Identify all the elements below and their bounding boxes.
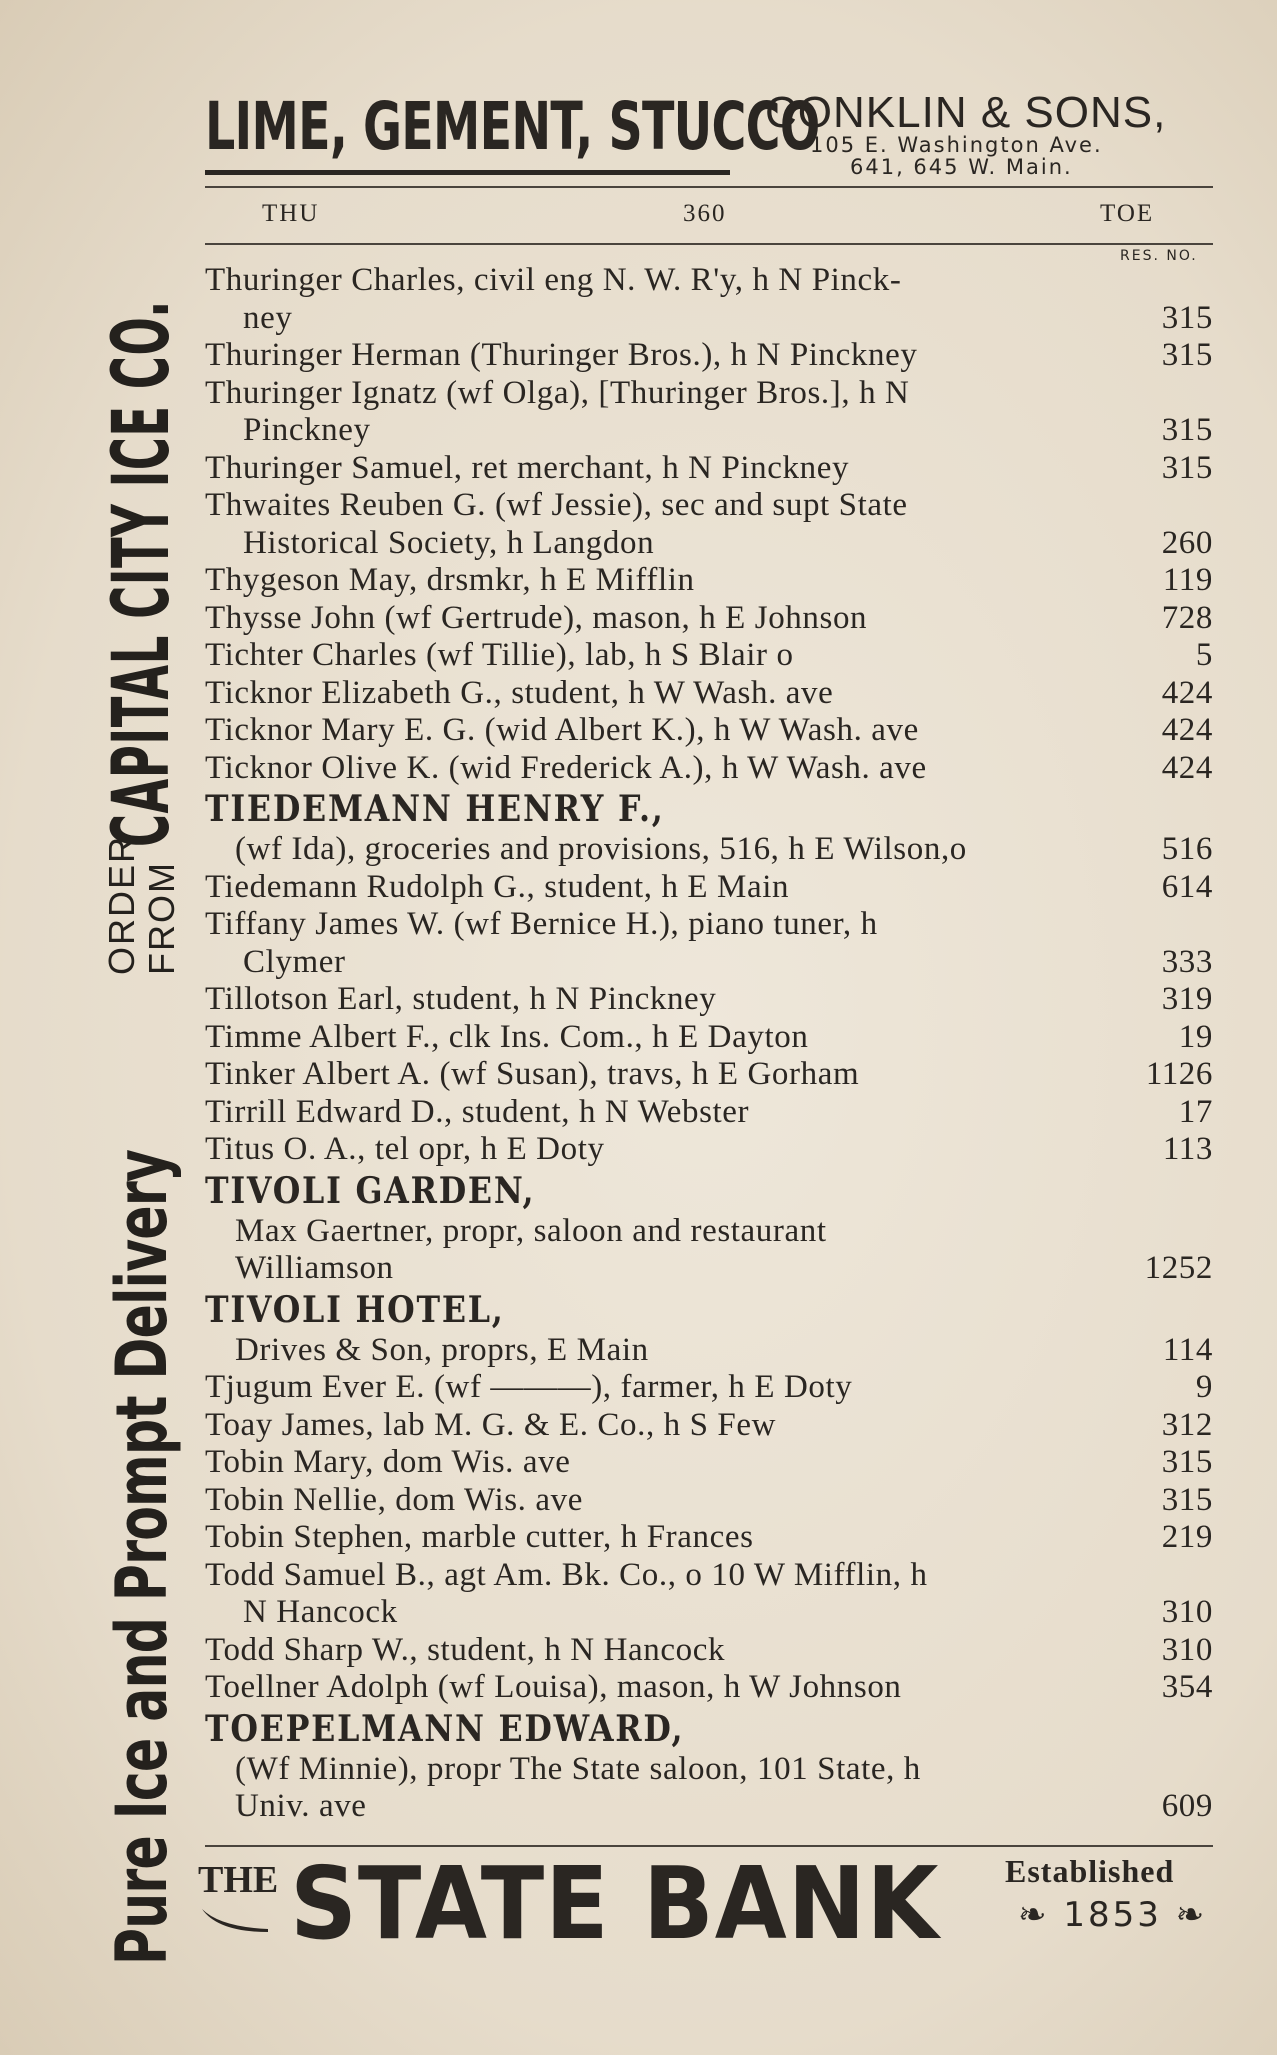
- entry-continuation: Max Gaertner, propr, saloon and restaurant: [235, 1212, 827, 1249]
- directory-entry: [205, 1019, 1213, 1057]
- entry-business-name: TIVOLI GARDEN,: [205, 1169, 536, 1212]
- fleuron-right-icon: ❧: [1175, 1895, 1208, 1935]
- directory-entry: [205, 750, 1213, 788]
- header-address-2: 641, 645 W. Main.: [850, 155, 1073, 179]
- entry-continuation: Drives & Son, proprs, E Main: [235, 1331, 649, 1368]
- directory-entry: [205, 487, 1213, 562]
- directory-entry: [205, 1131, 1213, 1169]
- side-ad-lead: Pure Ice and Prompt Delivery: [101, 1149, 183, 1965]
- swoosh-ornament-icon: [200, 1905, 270, 1935]
- entry-text: Tiffany James W. (wf Bernice H.), piano tuner, h: [205, 906, 878, 942]
- entry-res-number: 119: [1162, 562, 1213, 598]
- entry-res-number: 315: [1161, 449, 1213, 486]
- entry-text: Thuringer Samuel, ret merchant, h N Pinckney: [205, 449, 850, 486]
- entry-res-number: 354: [1161, 1669, 1213, 1705]
- footer-the: THE: [198, 1859, 279, 1901]
- directory-entry: [205, 712, 1213, 750]
- entry-res-number: 315: [1161, 1481, 1213, 1518]
- entry-text: Titus O. A., tel opr, h E Doty: [205, 1131, 605, 1167]
- directory-entry: [205, 1632, 1213, 1670]
- directory-entry: [205, 600, 1213, 638]
- entry-res-number: 315: [1161, 337, 1213, 373]
- directory-entry: [205, 375, 1213, 450]
- directory-entry: [205, 869, 1213, 907]
- entry-res-number: 1126: [1145, 1056, 1213, 1092]
- entry-text: Tobin Nellie, dom Wis. ave: [205, 1481, 583, 1518]
- entry-res-number: 315: [1161, 299, 1213, 336]
- directory-entry: [205, 1169, 1213, 1288]
- entry-res-number: 315: [1161, 1444, 1213, 1480]
- entry-text: Tichter Charles (wf Tillie), lab, h S Blair o: [205, 637, 794, 673]
- entry-continuation: N Hancock: [243, 1594, 398, 1630]
- entry-res-number: 424: [1161, 749, 1213, 786]
- entry-continuation: Historical Society, h Langdon: [243, 524, 655, 561]
- footer-year-value: 1853: [1063, 1895, 1162, 1935]
- running-head-rule: [205, 243, 1213, 245]
- entry-res-number: 113: [1162, 1131, 1213, 1167]
- footer-established: Established: [1005, 1853, 1175, 1889]
- entry-continuation: (wf Ida), groceries and provisions, 516, h E Wilson,o: [235, 831, 967, 867]
- side-ad-company: CAPITAL CITY ICE CO.: [97, 300, 187, 847]
- entry-res-number: 310: [1161, 1594, 1213, 1630]
- running-head-left: THU: [262, 200, 320, 227]
- directory-entry: [205, 562, 1213, 600]
- entry-continuation: Williamson: [235, 1250, 394, 1286]
- entry-res-number: 333: [1161, 943, 1213, 980]
- directory-entry: [205, 906, 1213, 981]
- header-lime-ad: LIME, GEMENT, STUCCO: [205, 88, 820, 165]
- directory-entry: [205, 1669, 1213, 1707]
- fleuron-left-icon: ❧: [1018, 1895, 1050, 1935]
- header-conklin-ad: CONKLIN & SONS,: [765, 88, 1167, 137]
- entry-text: Tobin Mary, dom Wis. ave: [205, 1444, 571, 1480]
- entry-text: Thysse John (wf Gertrude), mason, h E Johnson: [205, 599, 868, 636]
- header-rule: [205, 186, 1213, 188]
- entry-text: Toay James, lab M. G. & E. Co., h S Few: [205, 1406, 777, 1443]
- entry-text: Timme Albert F., clk Ins. Com., h E Dayton: [205, 1018, 809, 1055]
- entry-res-number: 260: [1161, 524, 1213, 561]
- entry-text: Thwaites Reuben G. (wf Jessie), sec and supt State: [205, 487, 908, 523]
- directory-entry: [205, 637, 1213, 675]
- entry-text: Thuringer Herman (Thuringer Bros.), h N Pinckney: [205, 337, 918, 373]
- directory-entry: [205, 1444, 1213, 1482]
- entry-business-name: TOEPELMANN EDWARD,: [205, 1707, 685, 1750]
- directory-entry: [205, 1482, 1213, 1520]
- entry-res-number: 310: [1161, 1631, 1213, 1668]
- directory-entry: [205, 1407, 1213, 1445]
- entry-continuation: Univ. ave: [235, 1788, 367, 1824]
- entry-res-number: 614: [1161, 868, 1213, 905]
- entry-res-number: 424: [1161, 674, 1213, 711]
- entry-business-name: TIEDEMANN HENRY F.,: [205, 788, 665, 830]
- entry-text: Ticknor Olive K. (wid Frederick A.), h W Wash. ave: [205, 749, 927, 786]
- entry-continuation: Pinckney: [243, 412, 371, 448]
- directory-entry: [205, 1094, 1213, 1132]
- directory-entry: [205, 450, 1213, 488]
- entry-text: Thygeson May, drsmkr, h E Mifflin: [205, 562, 695, 598]
- entry-text: Thuringer Charles, civil eng N. W. R'y, h N Pinck-: [205, 262, 902, 298]
- side-ad-order: ORDER: [101, 834, 142, 975]
- directory-entry: [205, 675, 1213, 713]
- side-ad-from: FROM: [141, 861, 182, 975]
- directory-entry: [205, 262, 1213, 337]
- running-head-right: TOE: [1100, 200, 1155, 227]
- directory-entry: [205, 1557, 1213, 1632]
- entry-res-number: 319: [1161, 981, 1213, 1017]
- entry-text: Tobin Stephen, marble cutter, h Frances: [205, 1519, 754, 1555]
- entry-text: Tillotson Earl, student, h N Pinckney: [205, 981, 717, 1017]
- entry-text: Todd Samuel B., agt Am. Bk. Co., o 10 W Mifflin, h: [205, 1556, 928, 1593]
- entry-res-number: 609: [1161, 1788, 1213, 1824]
- entry-text: Tinker Albert A. (wf Susan), travs, h E Gorham: [205, 1056, 860, 1092]
- entry-res-number: 17: [1178, 1093, 1213, 1130]
- entry-text: Ticknor Mary E. G. (wid Albert K.), h W Wash. ave: [205, 712, 919, 748]
- entry-text: Tjugum Ever E. (wf ———), farmer, h E Doty: [205, 1369, 853, 1405]
- entry-res-number: 19: [1178, 1018, 1213, 1055]
- entry-res-number: 1252: [1144, 1250, 1213, 1286]
- entry-res-number: 5: [1195, 637, 1213, 673]
- entry-business-name: TIVOLI HOTEL,: [205, 1288, 505, 1331]
- entry-text: Thuringer Ignatz (wf Olga), [Thuringer Bros.], h N: [205, 374, 910, 411]
- directory-entry: [205, 787, 1213, 869]
- side-advertisement: [92, 85, 192, 1965]
- entry-res-number: 728: [1161, 599, 1213, 636]
- side-ad-order-from: [101, 834, 182, 975]
- directory-entry: [205, 981, 1213, 1019]
- entry-res-number: 424: [1161, 712, 1213, 748]
- res-no-label: RES. NO.: [1120, 248, 1198, 264]
- header-underline: [205, 170, 730, 175]
- directory-entry: [205, 1707, 1213, 1826]
- entry-continuation: (Wf Minnie), propr The State saloon, 101 State, h: [235, 1750, 921, 1787]
- footer-state-bank: STATE BANK: [290, 1845, 940, 1962]
- entry-continuation: Clymer: [243, 943, 346, 980]
- footer-year: [1018, 1895, 1207, 1935]
- header-address-1: 105 E. Washington Ave.: [810, 133, 1103, 157]
- directory-entry: [205, 1369, 1213, 1407]
- entry-res-number: 219: [1161, 1519, 1213, 1555]
- entry-text: Todd Sharp W., student, h N Hancock: [205, 1631, 726, 1668]
- directory-entry: [205, 1519, 1213, 1557]
- entry-text: Toellner Adolph (wf Louisa), mason, h W Johnson: [205, 1669, 902, 1705]
- page-number: 360: [683, 200, 727, 227]
- entry-text: Tirrill Edward D., student, h N Webster: [205, 1093, 750, 1130]
- directory-entry: [205, 1056, 1213, 1094]
- entry-text: Tiedemann Rudolph G., student, h E Main: [205, 868, 790, 905]
- entry-res-number: 9: [1195, 1369, 1213, 1405]
- entry-continuation: ney: [243, 299, 293, 336]
- entry-res-number: 315: [1161, 412, 1213, 448]
- entry-res-number: 516: [1161, 831, 1213, 867]
- entry-res-number: 312: [1161, 1406, 1213, 1443]
- entry-text: Ticknor Elizabeth G., student, h W Wash. ave: [205, 674, 834, 711]
- directory-entry: [205, 337, 1213, 375]
- directory-entry: [205, 1288, 1213, 1370]
- entry-res-number: 114: [1162, 1331, 1213, 1368]
- directory-listings: [205, 262, 1213, 1826]
